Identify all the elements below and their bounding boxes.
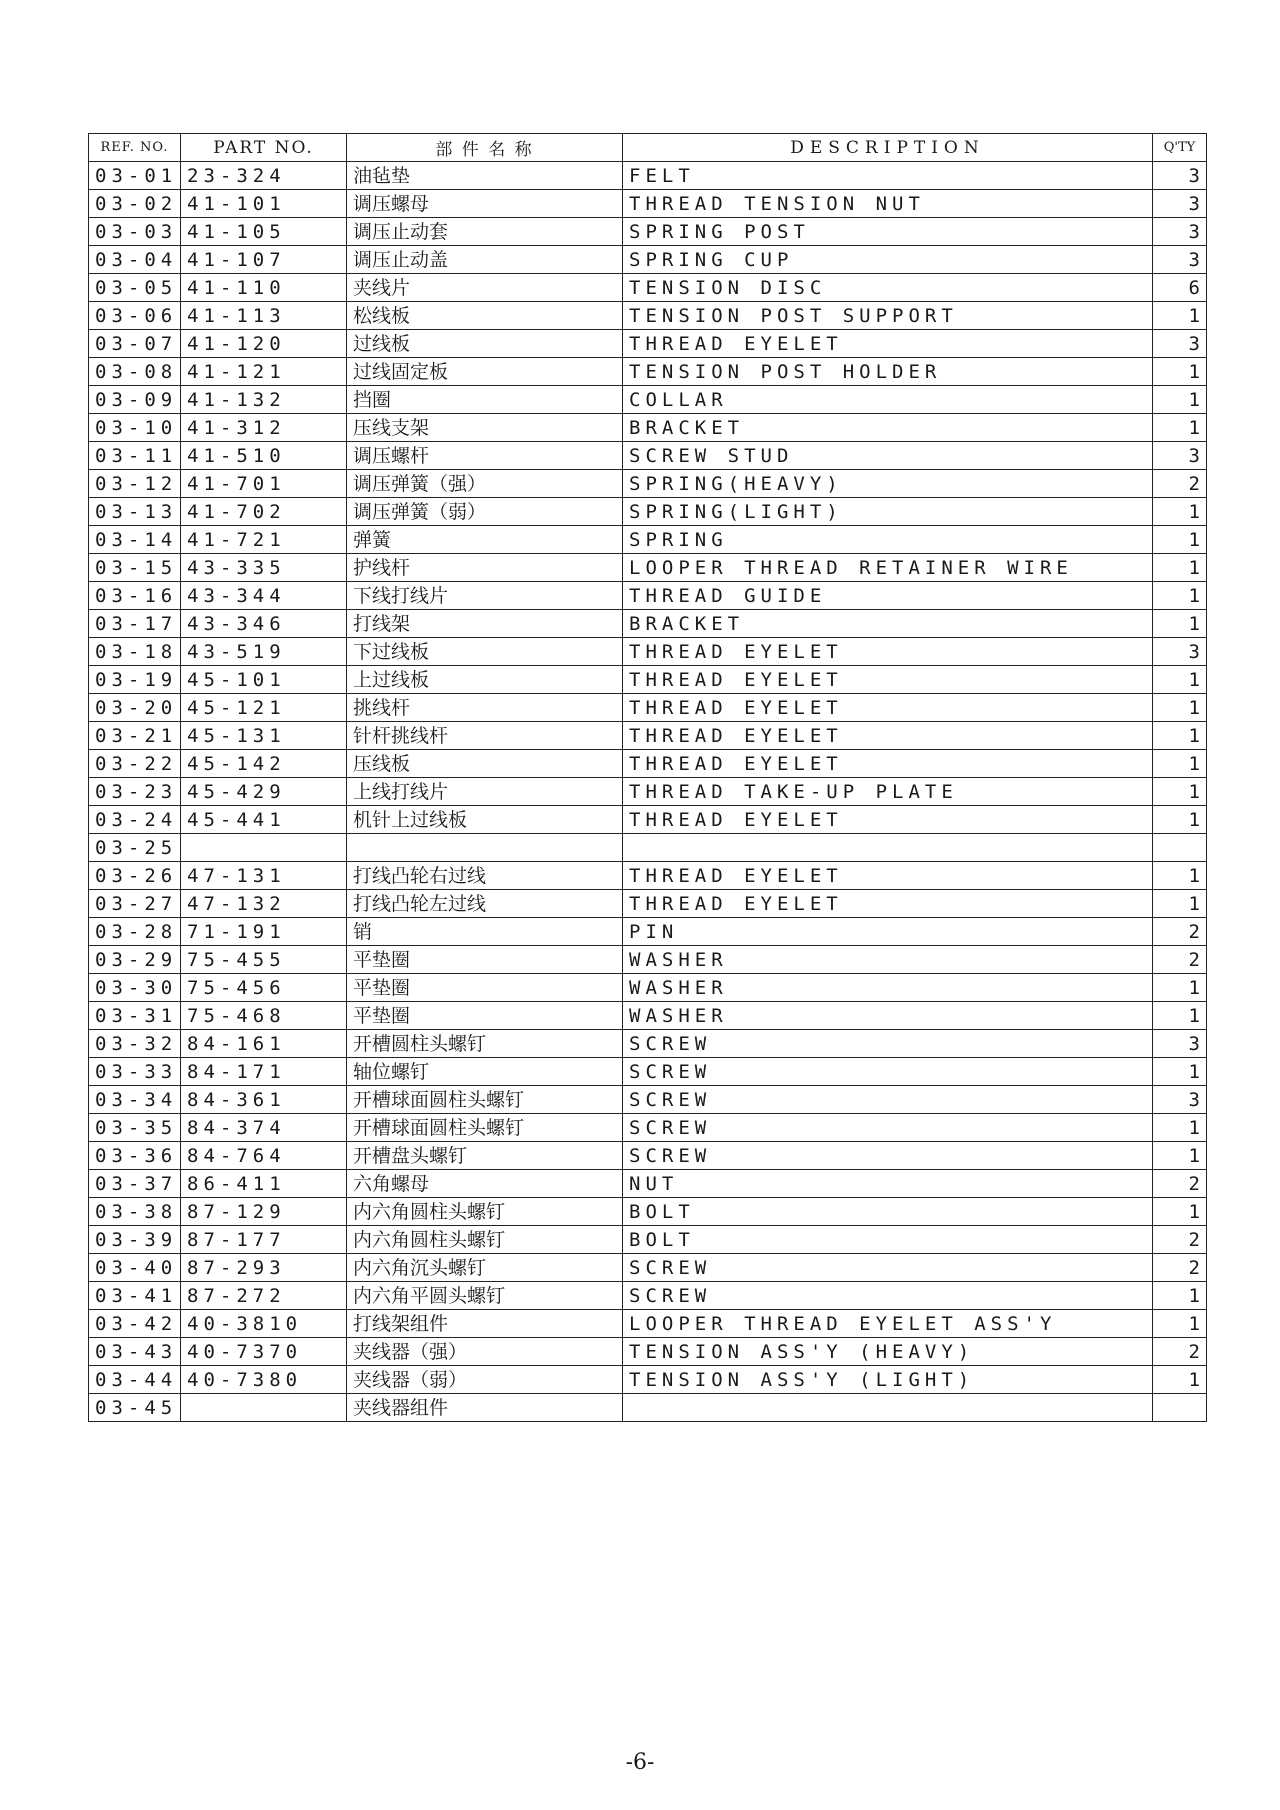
table-row bbox=[89, 246, 1207, 274]
ref-no-cell: 03-13 bbox=[89, 498, 181, 526]
qty-cell: 1 bbox=[1153, 890, 1207, 918]
header-qty: Q'TY bbox=[1153, 134, 1207, 162]
qty-cell: 6 bbox=[1153, 274, 1207, 302]
qty-cell: 2 bbox=[1153, 1226, 1207, 1254]
part-no-cell: 45-101 bbox=[181, 666, 347, 694]
ref-no-cell: 03-09 bbox=[89, 386, 181, 414]
part-name-cell: 挡圈 bbox=[347, 386, 623, 414]
ref-no-cell: 03-10 bbox=[89, 414, 181, 442]
header-part-no: PART NO. bbox=[181, 134, 347, 162]
part-no-cell: 87-177 bbox=[181, 1226, 347, 1254]
part-name-cell: 夹线器（强） bbox=[347, 1338, 623, 1366]
qty-cell: 1 bbox=[1153, 302, 1207, 330]
part-name-cell: 销 bbox=[347, 918, 623, 946]
table-row bbox=[89, 162, 1207, 190]
description-cell: TENSION ASS'Y (HEAVY) bbox=[623, 1338, 1153, 1366]
description-cell: THREAD TENSION NUT bbox=[623, 190, 1153, 218]
qty-cell: 3 bbox=[1153, 246, 1207, 274]
ref-no-cell: 03-26 bbox=[89, 862, 181, 890]
table-row bbox=[89, 442, 1207, 470]
qty-cell: 1 bbox=[1153, 414, 1207, 442]
part-no-cell: 45-121 bbox=[181, 694, 347, 722]
part-no-cell: 41-121 bbox=[181, 358, 347, 386]
qty-cell: 3 bbox=[1153, 1086, 1207, 1114]
ref-no-cell: 03-34 bbox=[89, 1086, 181, 1114]
ref-no-cell: 03-08 bbox=[89, 358, 181, 386]
table-row bbox=[89, 722, 1207, 750]
part-no-cell: 71-191 bbox=[181, 918, 347, 946]
part-no-cell: 84-161 bbox=[181, 1030, 347, 1058]
description-cell: WASHER bbox=[623, 974, 1153, 1002]
part-name-cell: 打线架组件 bbox=[347, 1310, 623, 1338]
ref-no-cell: 03-42 bbox=[89, 1310, 181, 1338]
ref-no-cell: 03-04 bbox=[89, 246, 181, 274]
description-cell: SPRING bbox=[623, 526, 1153, 554]
part-no-cell: 41-312 bbox=[181, 414, 347, 442]
description-cell: SCREW bbox=[623, 1114, 1153, 1142]
part-name-cell: 挑线杆 bbox=[347, 694, 623, 722]
table-header-row bbox=[89, 134, 1207, 162]
part-no-cell: 45-131 bbox=[181, 722, 347, 750]
ref-no-cell: 03-03 bbox=[89, 218, 181, 246]
part-name-cell: 过线板 bbox=[347, 330, 623, 358]
ref-no-cell: 03-18 bbox=[89, 638, 181, 666]
part-no-cell: 75-455 bbox=[181, 946, 347, 974]
table-row bbox=[89, 1282, 1207, 1310]
part-name-cell: 调压止动盖 bbox=[347, 246, 623, 274]
description-cell bbox=[623, 834, 1153, 862]
table-row bbox=[89, 1254, 1207, 1282]
part-no-cell: 87-293 bbox=[181, 1254, 347, 1282]
qty-cell: 1 bbox=[1153, 1282, 1207, 1310]
ref-no-cell: 03-40 bbox=[89, 1254, 181, 1282]
table-row bbox=[89, 1002, 1207, 1030]
part-name-cell: 夹线片 bbox=[347, 274, 623, 302]
part-no-cell: 87-272 bbox=[181, 1282, 347, 1310]
ref-no-cell: 03-39 bbox=[89, 1226, 181, 1254]
description-cell: SCREW bbox=[623, 1058, 1153, 1086]
ref-no-cell: 03-31 bbox=[89, 1002, 181, 1030]
qty-cell: 1 bbox=[1153, 806, 1207, 834]
table-row bbox=[89, 386, 1207, 414]
qty-cell: 2 bbox=[1153, 946, 1207, 974]
ref-no-cell: 03-25 bbox=[89, 834, 181, 862]
ref-no-cell: 03-29 bbox=[89, 946, 181, 974]
qty-cell: 1 bbox=[1153, 358, 1207, 386]
qty-cell: 1 bbox=[1153, 1114, 1207, 1142]
part-name-cell: 针杆挑线杆 bbox=[347, 722, 623, 750]
ref-no-cell: 03-21 bbox=[89, 722, 181, 750]
table-row bbox=[89, 582, 1207, 610]
part-no-cell: 84-171 bbox=[181, 1058, 347, 1086]
description-cell: THREAD EYELET bbox=[623, 666, 1153, 694]
table-row bbox=[89, 414, 1207, 442]
table-row bbox=[89, 750, 1207, 778]
ref-no-cell: 03-32 bbox=[89, 1030, 181, 1058]
table-row bbox=[89, 694, 1207, 722]
ref-no-cell: 03-15 bbox=[89, 554, 181, 582]
table-row bbox=[89, 1142, 1207, 1170]
part-name-cell: 调压弹簧（弱） bbox=[347, 498, 623, 526]
ref-no-cell: 03-19 bbox=[89, 666, 181, 694]
description-cell: SCREW bbox=[623, 1254, 1153, 1282]
part-name-cell: 调压弹簧（强） bbox=[347, 470, 623, 498]
description-cell: WASHER bbox=[623, 946, 1153, 974]
part-name-cell: 松线板 bbox=[347, 302, 623, 330]
part-name-cell: 夹线器（弱） bbox=[347, 1366, 623, 1394]
table-row bbox=[89, 1114, 1207, 1142]
part-no-cell: 41-113 bbox=[181, 302, 347, 330]
table-row bbox=[89, 1394, 1207, 1422]
description-cell: WASHER bbox=[623, 1002, 1153, 1030]
qty-cell bbox=[1153, 834, 1207, 862]
table-row bbox=[89, 358, 1207, 386]
qty-cell: 3 bbox=[1153, 330, 1207, 358]
table-row bbox=[89, 1366, 1207, 1394]
part-no-cell: 41-132 bbox=[181, 386, 347, 414]
table-row bbox=[89, 946, 1207, 974]
table-row bbox=[89, 1058, 1207, 1086]
table-row bbox=[89, 918, 1207, 946]
table-row bbox=[89, 1198, 1207, 1226]
part-no-cell: 45-441 bbox=[181, 806, 347, 834]
qty-cell: 2 bbox=[1153, 1338, 1207, 1366]
qty-cell: 1 bbox=[1153, 1366, 1207, 1394]
part-no-cell: 84-764 bbox=[181, 1142, 347, 1170]
qty-cell: 2 bbox=[1153, 1254, 1207, 1282]
part-no-cell: 23-324 bbox=[181, 162, 347, 190]
table-row bbox=[89, 1226, 1207, 1254]
part-no-cell: 84-361 bbox=[181, 1086, 347, 1114]
qty-cell: 1 bbox=[1153, 1198, 1207, 1226]
part-name-cell: 调压螺杆 bbox=[347, 442, 623, 470]
ref-no-cell: 03-01 bbox=[89, 162, 181, 190]
description-cell: THREAD EYELET bbox=[623, 890, 1153, 918]
qty-cell: 1 bbox=[1153, 862, 1207, 890]
parts-table bbox=[88, 133, 1207, 1422]
part-no-cell: 41-701 bbox=[181, 470, 347, 498]
part-no-cell: 43-344 bbox=[181, 582, 347, 610]
part-name-cell bbox=[347, 834, 623, 862]
description-cell: THREAD GUIDE bbox=[623, 582, 1153, 610]
table-row bbox=[89, 330, 1207, 358]
part-no-cell: 41-510 bbox=[181, 442, 347, 470]
table-row bbox=[89, 1170, 1207, 1198]
qty-cell: 1 bbox=[1153, 778, 1207, 806]
ref-no-cell: 03-43 bbox=[89, 1338, 181, 1366]
table-row bbox=[89, 498, 1207, 526]
part-name-cell: 下过线板 bbox=[347, 638, 623, 666]
part-no-cell: 86-411 bbox=[181, 1170, 347, 1198]
part-name-cell: 打线凸轮右过线 bbox=[347, 862, 623, 890]
description-cell: SCREW bbox=[623, 1030, 1153, 1058]
part-no-cell: 45-142 bbox=[181, 750, 347, 778]
table-row bbox=[89, 890, 1207, 918]
ref-no-cell: 03-16 bbox=[89, 582, 181, 610]
part-no-cell: 41-120 bbox=[181, 330, 347, 358]
qty-cell: 2 bbox=[1153, 470, 1207, 498]
page-number: -6- bbox=[625, 1750, 655, 1775]
ref-no-cell: 03-20 bbox=[89, 694, 181, 722]
qty-cell bbox=[1153, 1394, 1207, 1422]
ref-no-cell: 03-35 bbox=[89, 1114, 181, 1142]
ref-no-cell: 03-38 bbox=[89, 1198, 181, 1226]
part-no-cell: 40-7370 bbox=[181, 1338, 347, 1366]
description-cell: SCREW bbox=[623, 1142, 1153, 1170]
qty-cell: 1 bbox=[1153, 1142, 1207, 1170]
qty-cell: 3 bbox=[1153, 190, 1207, 218]
part-no-cell: 47-132 bbox=[181, 890, 347, 918]
qty-cell: 3 bbox=[1153, 442, 1207, 470]
qty-cell: 1 bbox=[1153, 386, 1207, 414]
part-name-cell: 平垫圈 bbox=[347, 974, 623, 1002]
qty-cell: 1 bbox=[1153, 1058, 1207, 1086]
description-cell: TENSION ASS'Y (LIGHT) bbox=[623, 1366, 1153, 1394]
qty-cell: 1 bbox=[1153, 554, 1207, 582]
table-row bbox=[89, 666, 1207, 694]
description-cell: BOLT bbox=[623, 1198, 1153, 1226]
description-cell: SPRING POST bbox=[623, 218, 1153, 246]
description-cell: THREAD EYELET bbox=[623, 750, 1153, 778]
part-no-cell: 43-335 bbox=[181, 554, 347, 582]
ref-no-cell: 03-41 bbox=[89, 1282, 181, 1310]
ref-no-cell: 03-30 bbox=[89, 974, 181, 1002]
part-name-cell: 轴位螺钉 bbox=[347, 1058, 623, 1086]
ref-no-cell: 03-23 bbox=[89, 778, 181, 806]
part-no-cell: 47-131 bbox=[181, 862, 347, 890]
description-cell: SPRING(LIGHT) bbox=[623, 498, 1153, 526]
ref-no-cell: 03-28 bbox=[89, 918, 181, 946]
part-no-cell bbox=[181, 1394, 347, 1422]
parts-table-body bbox=[89, 162, 1207, 1422]
description-cell: BRACKET bbox=[623, 610, 1153, 638]
part-name-cell: 开槽球面圆柱头螺钉 bbox=[347, 1114, 623, 1142]
table-row bbox=[89, 862, 1207, 890]
description-cell: THREAD EYELET bbox=[623, 722, 1153, 750]
qty-cell: 3 bbox=[1153, 1030, 1207, 1058]
description-cell: SCREW bbox=[623, 1282, 1153, 1310]
ref-no-cell: 03-17 bbox=[89, 610, 181, 638]
part-no-cell: 40-3810 bbox=[181, 1310, 347, 1338]
table-row bbox=[89, 974, 1207, 1002]
part-name-cell: 夹线器组件 bbox=[347, 1394, 623, 1422]
qty-cell: 1 bbox=[1153, 666, 1207, 694]
part-name-cell: 调压螺母 bbox=[347, 190, 623, 218]
qty-cell: 1 bbox=[1153, 1310, 1207, 1338]
part-name-cell: 上过线板 bbox=[347, 666, 623, 694]
part-no-cell: 43-519 bbox=[181, 638, 347, 666]
header-description: DESCRIPTION bbox=[623, 134, 1153, 162]
ref-no-cell: 03-05 bbox=[89, 274, 181, 302]
part-name-cell: 机针上过线板 bbox=[347, 806, 623, 834]
part-name-cell: 调压止动套 bbox=[347, 218, 623, 246]
description-cell: LOOPER THREAD RETAINER WIRE bbox=[623, 554, 1153, 582]
table-row bbox=[89, 834, 1207, 862]
part-name-cell: 压线支架 bbox=[347, 414, 623, 442]
part-name-cell: 压线板 bbox=[347, 750, 623, 778]
part-no-cell: 41-702 bbox=[181, 498, 347, 526]
part-no-cell: 41-101 bbox=[181, 190, 347, 218]
part-no-cell: 75-456 bbox=[181, 974, 347, 1002]
qty-cell: 1 bbox=[1153, 1002, 1207, 1030]
qty-cell: 2 bbox=[1153, 1170, 1207, 1198]
part-name-cell: 开槽盘头螺钉 bbox=[347, 1142, 623, 1170]
qty-cell: 3 bbox=[1153, 638, 1207, 666]
table-row bbox=[89, 610, 1207, 638]
description-cell: SPRING CUP bbox=[623, 246, 1153, 274]
description-cell: THREAD EYELET bbox=[623, 806, 1153, 834]
ref-no-cell: 03-36 bbox=[89, 1142, 181, 1170]
description-cell: TENSION DISC bbox=[623, 274, 1153, 302]
table-row bbox=[89, 470, 1207, 498]
qty-cell: 1 bbox=[1153, 694, 1207, 722]
ref-no-cell: 03-37 bbox=[89, 1170, 181, 1198]
ref-no-cell: 03-11 bbox=[89, 442, 181, 470]
ref-no-cell: 03-14 bbox=[89, 526, 181, 554]
table-row bbox=[89, 778, 1207, 806]
part-no-cell: 41-721 bbox=[181, 526, 347, 554]
ref-no-cell: 03-33 bbox=[89, 1058, 181, 1086]
description-cell: SCREW bbox=[623, 1086, 1153, 1114]
qty-cell: 1 bbox=[1153, 498, 1207, 526]
table-row bbox=[89, 1338, 1207, 1366]
part-name-cell: 平垫圈 bbox=[347, 946, 623, 974]
part-name-cell: 打线凸轮左过线 bbox=[347, 890, 623, 918]
part-no-cell: 41-110 bbox=[181, 274, 347, 302]
description-cell: NUT bbox=[623, 1170, 1153, 1198]
description-cell: BRACKET bbox=[623, 414, 1153, 442]
description-cell: THREAD EYELET bbox=[623, 862, 1153, 890]
table-row bbox=[89, 1030, 1207, 1058]
table-row bbox=[89, 190, 1207, 218]
description-cell: FELT bbox=[623, 162, 1153, 190]
part-no-cell: 43-346 bbox=[181, 610, 347, 638]
description-cell: SPRING(HEAVY) bbox=[623, 470, 1153, 498]
description-cell: THREAD EYELET bbox=[623, 694, 1153, 722]
table-row bbox=[89, 218, 1207, 246]
description-cell: SCREW STUD bbox=[623, 442, 1153, 470]
header-ref-no: REF. NO. bbox=[89, 134, 181, 162]
part-no-cell: 41-105 bbox=[181, 218, 347, 246]
part-name-cell: 平垫圈 bbox=[347, 1002, 623, 1030]
part-name-cell: 油毡垫 bbox=[347, 162, 623, 190]
part-name-cell: 内六角圆柱头螺钉 bbox=[347, 1198, 623, 1226]
description-cell: PIN bbox=[623, 918, 1153, 946]
description-cell: LOOPER THREAD EYELET ASS'Y bbox=[623, 1310, 1153, 1338]
part-no-cell: 75-468 bbox=[181, 1002, 347, 1030]
table-row bbox=[89, 1086, 1207, 1114]
ref-no-cell: 03-06 bbox=[89, 302, 181, 330]
qty-cell: 1 bbox=[1153, 722, 1207, 750]
qty-cell: 1 bbox=[1153, 750, 1207, 778]
description-cell: THREAD EYELET bbox=[623, 330, 1153, 358]
part-no-cell: 40-7380 bbox=[181, 1366, 347, 1394]
part-no-cell bbox=[181, 834, 347, 862]
table-row bbox=[89, 274, 1207, 302]
part-name-cell: 打线架 bbox=[347, 610, 623, 638]
description-cell: BOLT bbox=[623, 1226, 1153, 1254]
qty-cell: 2 bbox=[1153, 918, 1207, 946]
part-no-cell: 45-429 bbox=[181, 778, 347, 806]
part-no-cell: 84-374 bbox=[181, 1114, 347, 1142]
qty-cell: 1 bbox=[1153, 610, 1207, 638]
part-name-cell: 下线打线片 bbox=[347, 582, 623, 610]
ref-no-cell: 03-44 bbox=[89, 1366, 181, 1394]
part-no-cell: 87-129 bbox=[181, 1198, 347, 1226]
qty-cell: 1 bbox=[1153, 582, 1207, 610]
description-cell: COLLAR bbox=[623, 386, 1153, 414]
part-name-cell: 上线打线片 bbox=[347, 778, 623, 806]
table-row bbox=[89, 526, 1207, 554]
ref-no-cell: 03-07 bbox=[89, 330, 181, 358]
part-name-cell: 开槽圆柱头螺钉 bbox=[347, 1030, 623, 1058]
ref-no-cell: 03-22 bbox=[89, 750, 181, 778]
table-row bbox=[89, 638, 1207, 666]
ref-no-cell: 03-24 bbox=[89, 806, 181, 834]
ref-no-cell: 03-27 bbox=[89, 890, 181, 918]
description-cell: TENSION POST SUPPORT bbox=[623, 302, 1153, 330]
qty-cell: 1 bbox=[1153, 526, 1207, 554]
part-name-cell: 内六角圆柱头螺钉 bbox=[347, 1226, 623, 1254]
qty-cell: 3 bbox=[1153, 162, 1207, 190]
part-name-cell: 开槽球面圆柱头螺钉 bbox=[347, 1086, 623, 1114]
description-cell bbox=[623, 1394, 1153, 1422]
table-row bbox=[89, 1310, 1207, 1338]
table-row bbox=[89, 302, 1207, 330]
description-cell: THREAD EYELET bbox=[623, 638, 1153, 666]
ref-no-cell: 03-45 bbox=[89, 1394, 181, 1422]
header-part-name: 部 件 名 称 bbox=[347, 134, 623, 162]
part-name-cell: 内六角沉头螺钉 bbox=[347, 1254, 623, 1282]
part-name-cell: 护线杆 bbox=[347, 554, 623, 582]
part-name-cell: 过线固定板 bbox=[347, 358, 623, 386]
part-name-cell: 内六角平圆头螺钉 bbox=[347, 1282, 623, 1310]
part-name-cell: 六角螺母 bbox=[347, 1170, 623, 1198]
ref-no-cell: 03-12 bbox=[89, 470, 181, 498]
ref-no-cell: 03-02 bbox=[89, 190, 181, 218]
description-cell: TENSION POST HOLDER bbox=[623, 358, 1153, 386]
table-row bbox=[89, 554, 1207, 582]
description-cell: THREAD TAKE-UP PLATE bbox=[623, 778, 1153, 806]
part-name-cell: 弹簧 bbox=[347, 526, 623, 554]
qty-cell: 1 bbox=[1153, 974, 1207, 1002]
qty-cell: 3 bbox=[1153, 218, 1207, 246]
part-no-cell: 41-107 bbox=[181, 246, 347, 274]
table-row bbox=[89, 806, 1207, 834]
